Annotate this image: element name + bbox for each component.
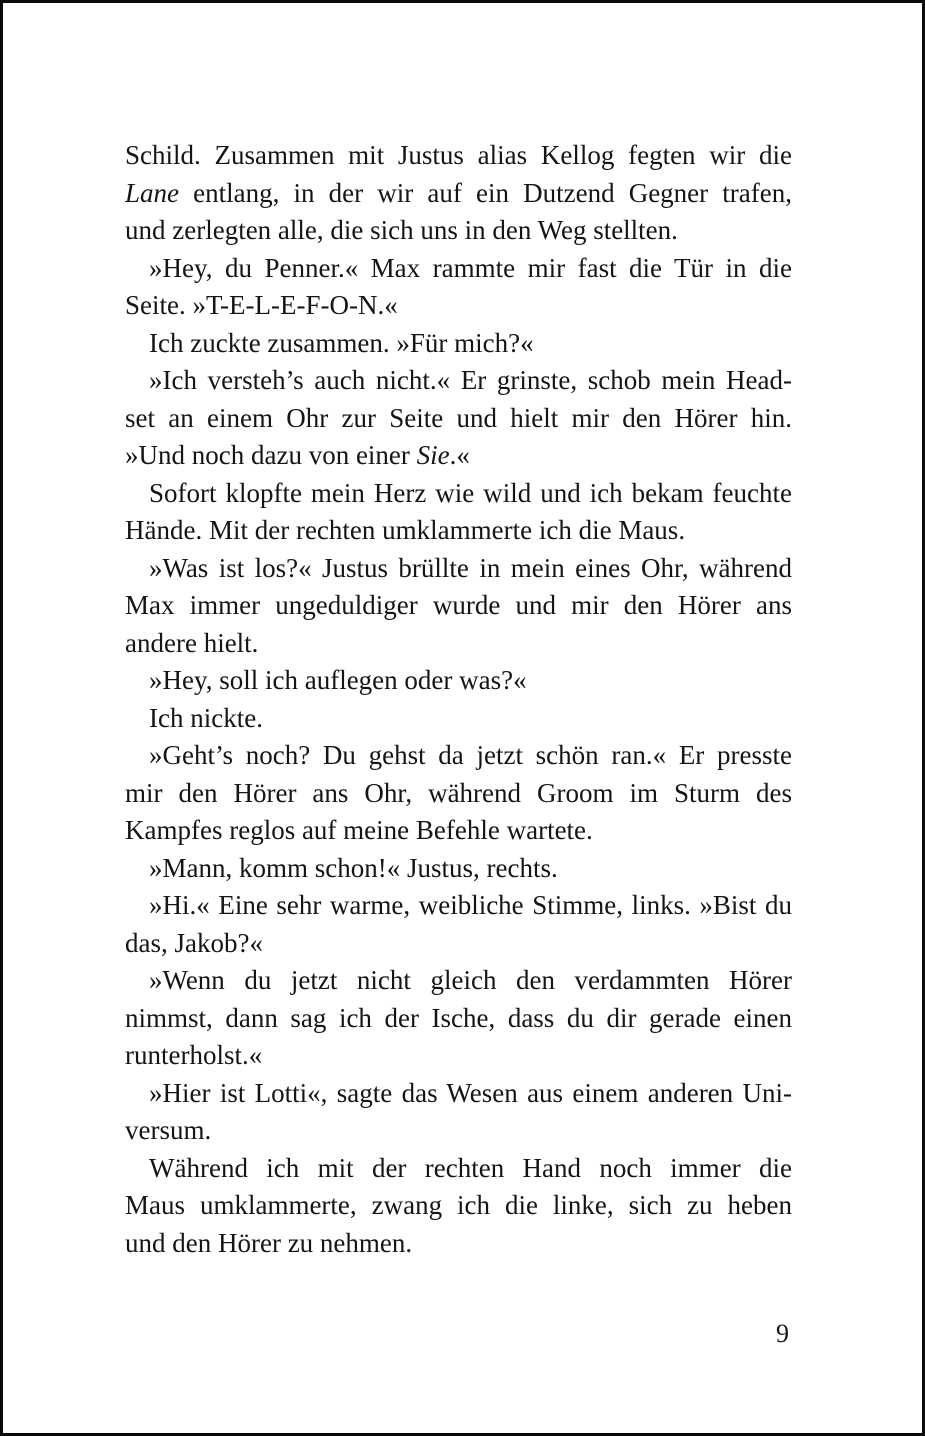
paragraph (125, 887, 792, 962)
text-run: runterholst.« (125, 1040, 263, 1070)
text-run: set an einem Ohr zur Seite und hielt mir den Hörer hin. (125, 402, 792, 433)
text-run: »Hier ist Lotti«, sagte das Wesen aus einem anderen Uni- (149, 1077, 792, 1108)
text-line (125, 662, 792, 700)
paragraph (125, 700, 792, 738)
text-line (125, 400, 792, 438)
text-run: mir den Hörer ans Ohr, während Groom im Sturm des (125, 777, 792, 808)
text-run: Während ich mit der rechten Hand noch immer die (149, 1152, 792, 1183)
text-line (125, 1037, 792, 1075)
text-run: »Wenn du jetzt nicht gleich den verdammten Hörer (149, 965, 792, 995)
paragraph (125, 1075, 792, 1150)
text-run: .« (449, 440, 470, 470)
text-line (125, 1225, 792, 1263)
text-line (125, 437, 792, 475)
text-run: »Und noch dazu von einer (125, 440, 417, 470)
paragraph (125, 737, 792, 850)
text-line (125, 737, 792, 775)
paragraph (125, 1150, 792, 1263)
text-line (125, 175, 792, 213)
text-run: Sofort klopfte mein Herz wie wild und ich bekam feuchte (149, 477, 792, 508)
text-line (125, 962, 792, 1000)
text-line (125, 1150, 792, 1188)
paragraph (125, 325, 792, 363)
paragraph (125, 475, 792, 550)
text-line (125, 212, 792, 250)
text-run: das, Jakob?« (125, 927, 263, 958)
text-run: »Hey, du Penner.« Max rammte mir fast die Tür in die (149, 252, 792, 283)
text-line (125, 850, 792, 888)
text-run: »Hey, soll ich auflegen oder was?« (149, 665, 527, 695)
text-run: Schild. Zusammen mit Justus alias Kellog fegten wir die (125, 140, 792, 170)
text-line (125, 775, 792, 813)
text-line (125, 587, 792, 625)
text-run: Kampfes reglos auf meine Befehle wartete. (125, 815, 593, 845)
text-run: andere hielt. (125, 627, 259, 658)
text-line (125, 1000, 792, 1038)
text-run: »Mann, komm schon!« Justus, rechts. (149, 852, 558, 883)
text-run: versum. (125, 1115, 212, 1145)
text-line (125, 512, 792, 550)
text-run: Maus umklammerte, zwang ich die linke, sich zu heben (125, 1190, 792, 1220)
paragraph (125, 362, 792, 475)
text-run: nimmst, dann sag ich der Ische, dass du dir gerade einen (125, 1002, 792, 1033)
paragraph (125, 962, 792, 1075)
text-line (125, 1075, 792, 1113)
text-run: entlang, in der wir auf ein Dutzend Gegner trafen, (179, 177, 792, 208)
text-run: Ich zuckte zusammen. »Für mich?« (149, 327, 534, 358)
text-run: »Ich versteh’s auch nicht.« Er grinste, schob mein Head- (149, 365, 792, 395)
text-line (125, 362, 792, 400)
body-text (125, 137, 792, 1262)
text-line (125, 475, 792, 513)
text-run: Hände. Mit der rechten umklammerte ich die Maus. (125, 515, 686, 545)
page-number: 9 (776, 1319, 789, 1348)
text-run: Seite. »T-E-L-E-F-O-N.« (125, 290, 398, 320)
italic-text: Sie (416, 440, 450, 470)
text-line (125, 1187, 792, 1225)
text-line (125, 1112, 792, 1150)
paragraph (125, 850, 792, 888)
text-line (125, 887, 792, 925)
text-run: und zerlegten alle, die sich uns in den Weg stellten. (125, 215, 678, 245)
text-line (125, 925, 792, 963)
paragraph (125, 662, 792, 700)
paragraph (125, 550, 792, 663)
text-run: Max immer ungeduldiger wurde und mir den Hörer ans (125, 590, 792, 620)
text-run: Ich nickte. (149, 702, 263, 733)
text-run: »Geht’s noch? Du gehst da jetzt schön ran.« Er presste (149, 740, 792, 770)
paragraph (125, 250, 792, 325)
text-line (125, 287, 792, 325)
italic-text: Lane (125, 177, 179, 208)
text-line (125, 812, 792, 850)
paragraph (125, 137, 792, 250)
text-line (125, 325, 792, 363)
text-run: »Hi.« Eine sehr warme, weibliche Stimme, links. »Bist du (149, 890, 792, 920)
text-run: »Was ist los?« Justus brüllte in mein eines Ohr, während (149, 552, 792, 583)
text-line (125, 550, 792, 588)
text-line (125, 700, 792, 738)
text-run: und den Hörer zu nehmen. (125, 1227, 413, 1258)
text-line (125, 137, 792, 175)
text-line (125, 250, 792, 288)
text-line (125, 625, 792, 663)
